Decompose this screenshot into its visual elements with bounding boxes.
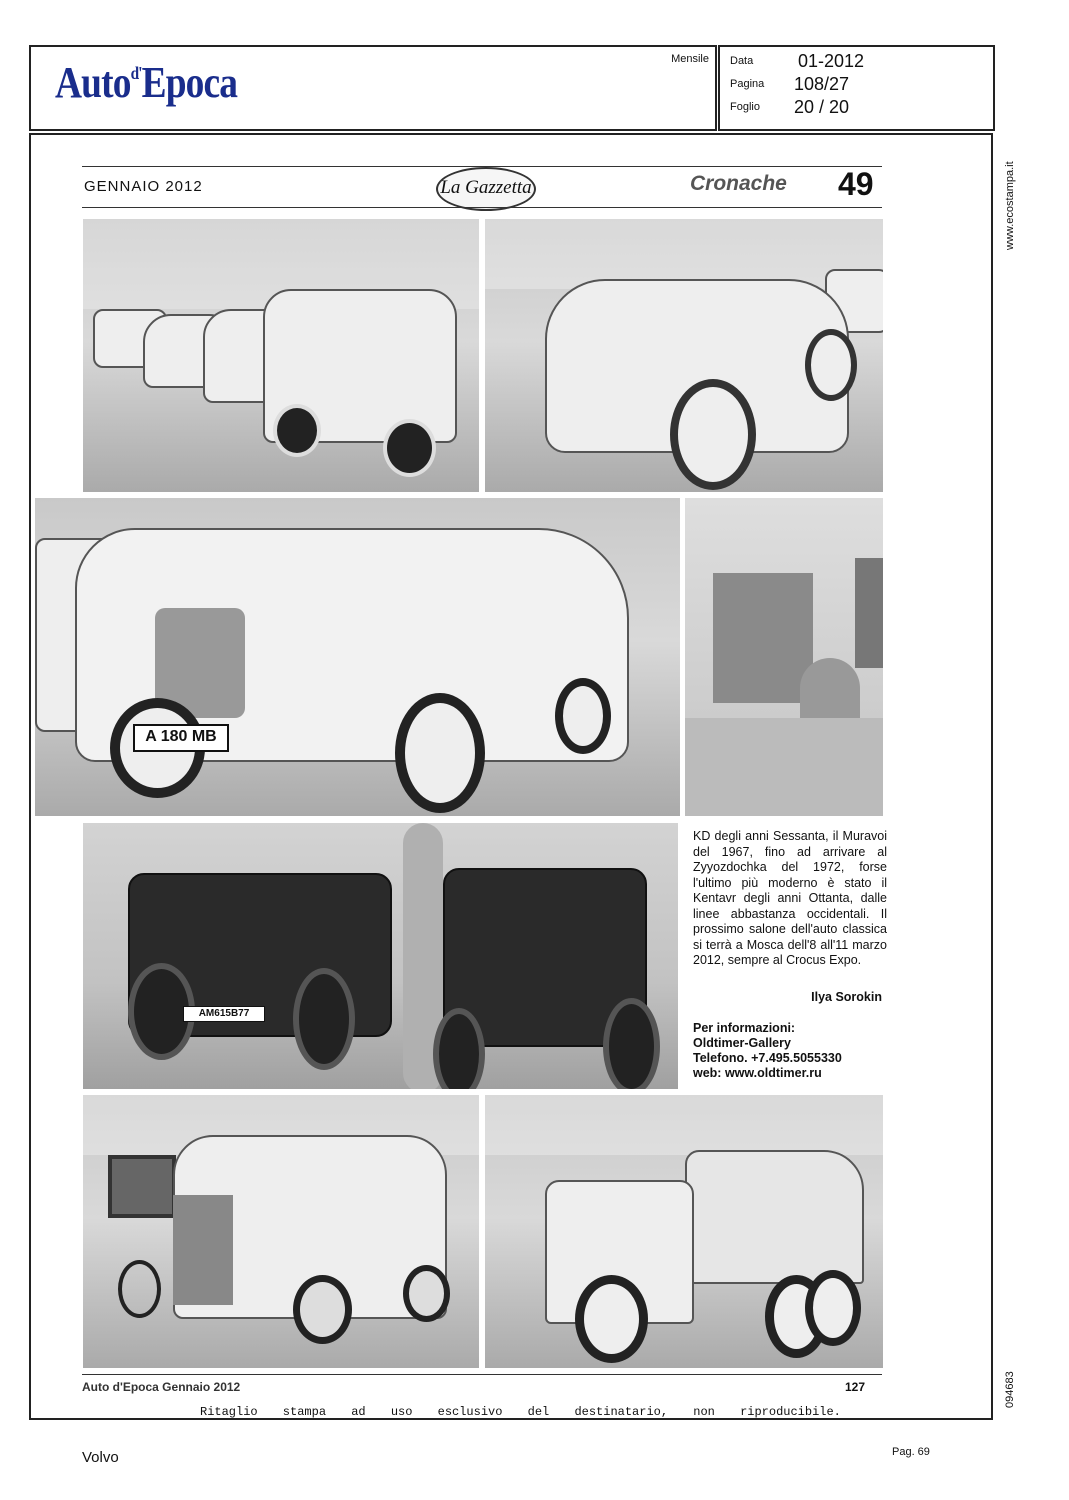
clipping-header bbox=[29, 45, 993, 129]
logo-text-auto: Auto bbox=[55, 58, 131, 107]
contact-heading: Per informazioni: bbox=[693, 1021, 796, 1035]
article-month: GENNAIO 2012 bbox=[84, 178, 203, 195]
contact-organization: Oldtimer-Gallery bbox=[693, 1036, 791, 1050]
page-footer-client: Volvo bbox=[82, 1449, 119, 1466]
article-header-rule bbox=[82, 207, 882, 208]
sidebar-code: 094683 bbox=[1004, 1371, 1016, 1408]
contact-info bbox=[693, 1021, 842, 1081]
article-page-number: 49 bbox=[838, 166, 874, 202]
photo-hot-rods bbox=[83, 823, 678, 1089]
meta-value-pagina: 108/27 bbox=[794, 74, 850, 94]
article-footer-page: 127 bbox=[845, 1380, 866, 1394]
license-plate-ford: AM615B77 bbox=[183, 1006, 265, 1022]
meta-value-data: 01-2012 bbox=[798, 51, 865, 71]
photo-model-car-stand bbox=[685, 498, 883, 816]
publication-box bbox=[29, 45, 717, 131]
frequency-label: Mensile bbox=[671, 53, 709, 65]
license-plate-mercedes: A 180 MB bbox=[133, 724, 229, 752]
photo-citroen-van bbox=[83, 1095, 479, 1368]
photo-mercedes-ponton bbox=[35, 498, 680, 816]
logo-text-epoca: Epoca bbox=[141, 58, 238, 107]
contact-phone: Telefono. +7.495.5055330 bbox=[693, 1051, 842, 1065]
photo-gaz-truck bbox=[485, 1095, 883, 1368]
gazzetta-badge: La Gazzetta bbox=[436, 167, 536, 211]
section-title: Cronache bbox=[690, 172, 787, 195]
meta-box bbox=[718, 45, 995, 131]
clipping-disclaimer: Ritaglio stampa ad uso esclusivo del destinatario, non riproducibile. bbox=[200, 1405, 841, 1419]
photo-vintage-cabriolet bbox=[485, 219, 883, 492]
contact-web: web: www.oldtimer.ru bbox=[693, 1066, 822, 1080]
article-author: Ilya Sorokin bbox=[811, 990, 882, 1004]
publication-logo bbox=[55, 57, 237, 108]
meta-label-data: Data bbox=[730, 55, 754, 67]
article-body: KD degli anni Sessanta, il Muravoi del 1967, fino ad arrivare al Zyyozdochka del 1972, forse l'ultimo più moderno è stato il Kentavr degli anni Ottanta, dalle linee abbastanza occidentali. Il prossimo salone dell'auto classica si terrà a Mosca dell'8 all'11 marzo 2012, sempre al Crocus Expo. bbox=[693, 829, 887, 967]
meta-label-pagina: Pagina bbox=[730, 78, 765, 90]
sidebar-url: www.ecostampa.it bbox=[1004, 161, 1016, 250]
meta-value-foglio: 20 / 20 bbox=[794, 97, 850, 117]
article-footer-rule bbox=[82, 1374, 882, 1375]
logo-text-d: d' bbox=[130, 63, 142, 83]
page-footer-number: Pag. 69 bbox=[892, 1446, 930, 1458]
photo-soviet-cars-row bbox=[83, 219, 479, 492]
article-footer-left: Auto d'Epoca Gennaio 2012 bbox=[82, 1380, 241, 1394]
meta-label-foglio: Foglio bbox=[730, 101, 760, 113]
